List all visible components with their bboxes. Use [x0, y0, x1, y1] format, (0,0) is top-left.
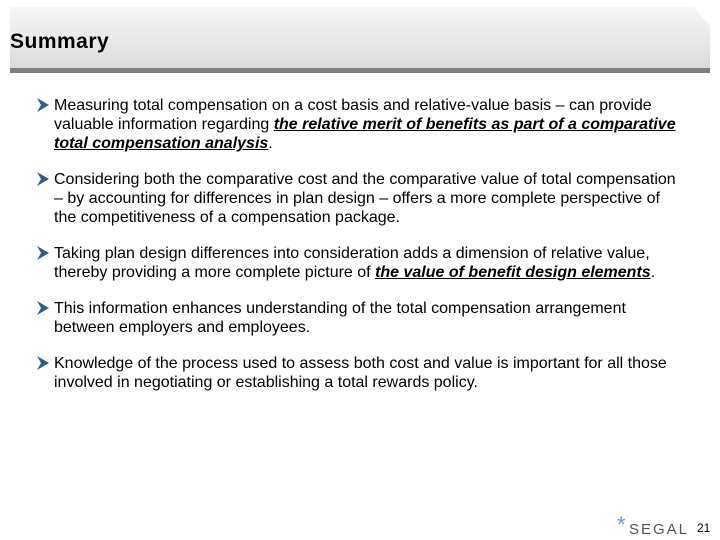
- page-number: 21: [697, 521, 711, 535]
- bullet-item: [36, 170, 686, 227]
- title-divider: [10, 68, 710, 73]
- bullet-text-end: .: [268, 135, 273, 152]
- bullet-item: [36, 299, 686, 337]
- bullet-emphasis: the relative merit of benefits as part of a comparative total compensation analysis: [54, 116, 676, 152]
- bullet-text: This information enhances understanding of the total compensation arrangement between employers and employees.: [54, 300, 626, 336]
- arrowhead-bullet-icon: [36, 171, 50, 187]
- bullet-item: [36, 96, 686, 153]
- bullet-item: [36, 354, 686, 392]
- bullet-emphasis: the value of benefit design elements: [375, 264, 651, 281]
- bullet-text-end: .: [650, 264, 656, 281]
- bullet-item: [36, 244, 686, 282]
- arrowhead-bullet-icon: [36, 97, 50, 113]
- bullet-text: Taking plan design differences into consideration adds a dimension of relative value, thereby providing a more complete picture of: [54, 245, 650, 281]
- arrowhead-bullet-icon: [36, 245, 50, 261]
- title-bar: [10, 6, 710, 68]
- bullet-text: Measuring total compensation on a cost basis and relative-value basis – can provide valuable information regarding: [54, 97, 652, 133]
- bullet-text: Considering both the comparative cost and the comparative value of total compensation – by accounting for differences in plan design – offers a more complete perspective of the competitiveness of a compensation package.: [54, 171, 676, 226]
- logo-text: SEGAL: [629, 521, 690, 538]
- segal-star-logo-icon: *: [617, 512, 626, 537]
- page-title: Summary: [10, 30, 110, 53]
- arrowhead-bullet-icon: [36, 355, 50, 371]
- arrowhead-bullet-icon: [36, 300, 50, 316]
- bullet-text: Knowledge of the process used to assess both cost and value is important for all those involved in negotiating or establishing a total rewards policy.: [54, 355, 667, 391]
- bullet-list: [36, 96, 686, 409]
